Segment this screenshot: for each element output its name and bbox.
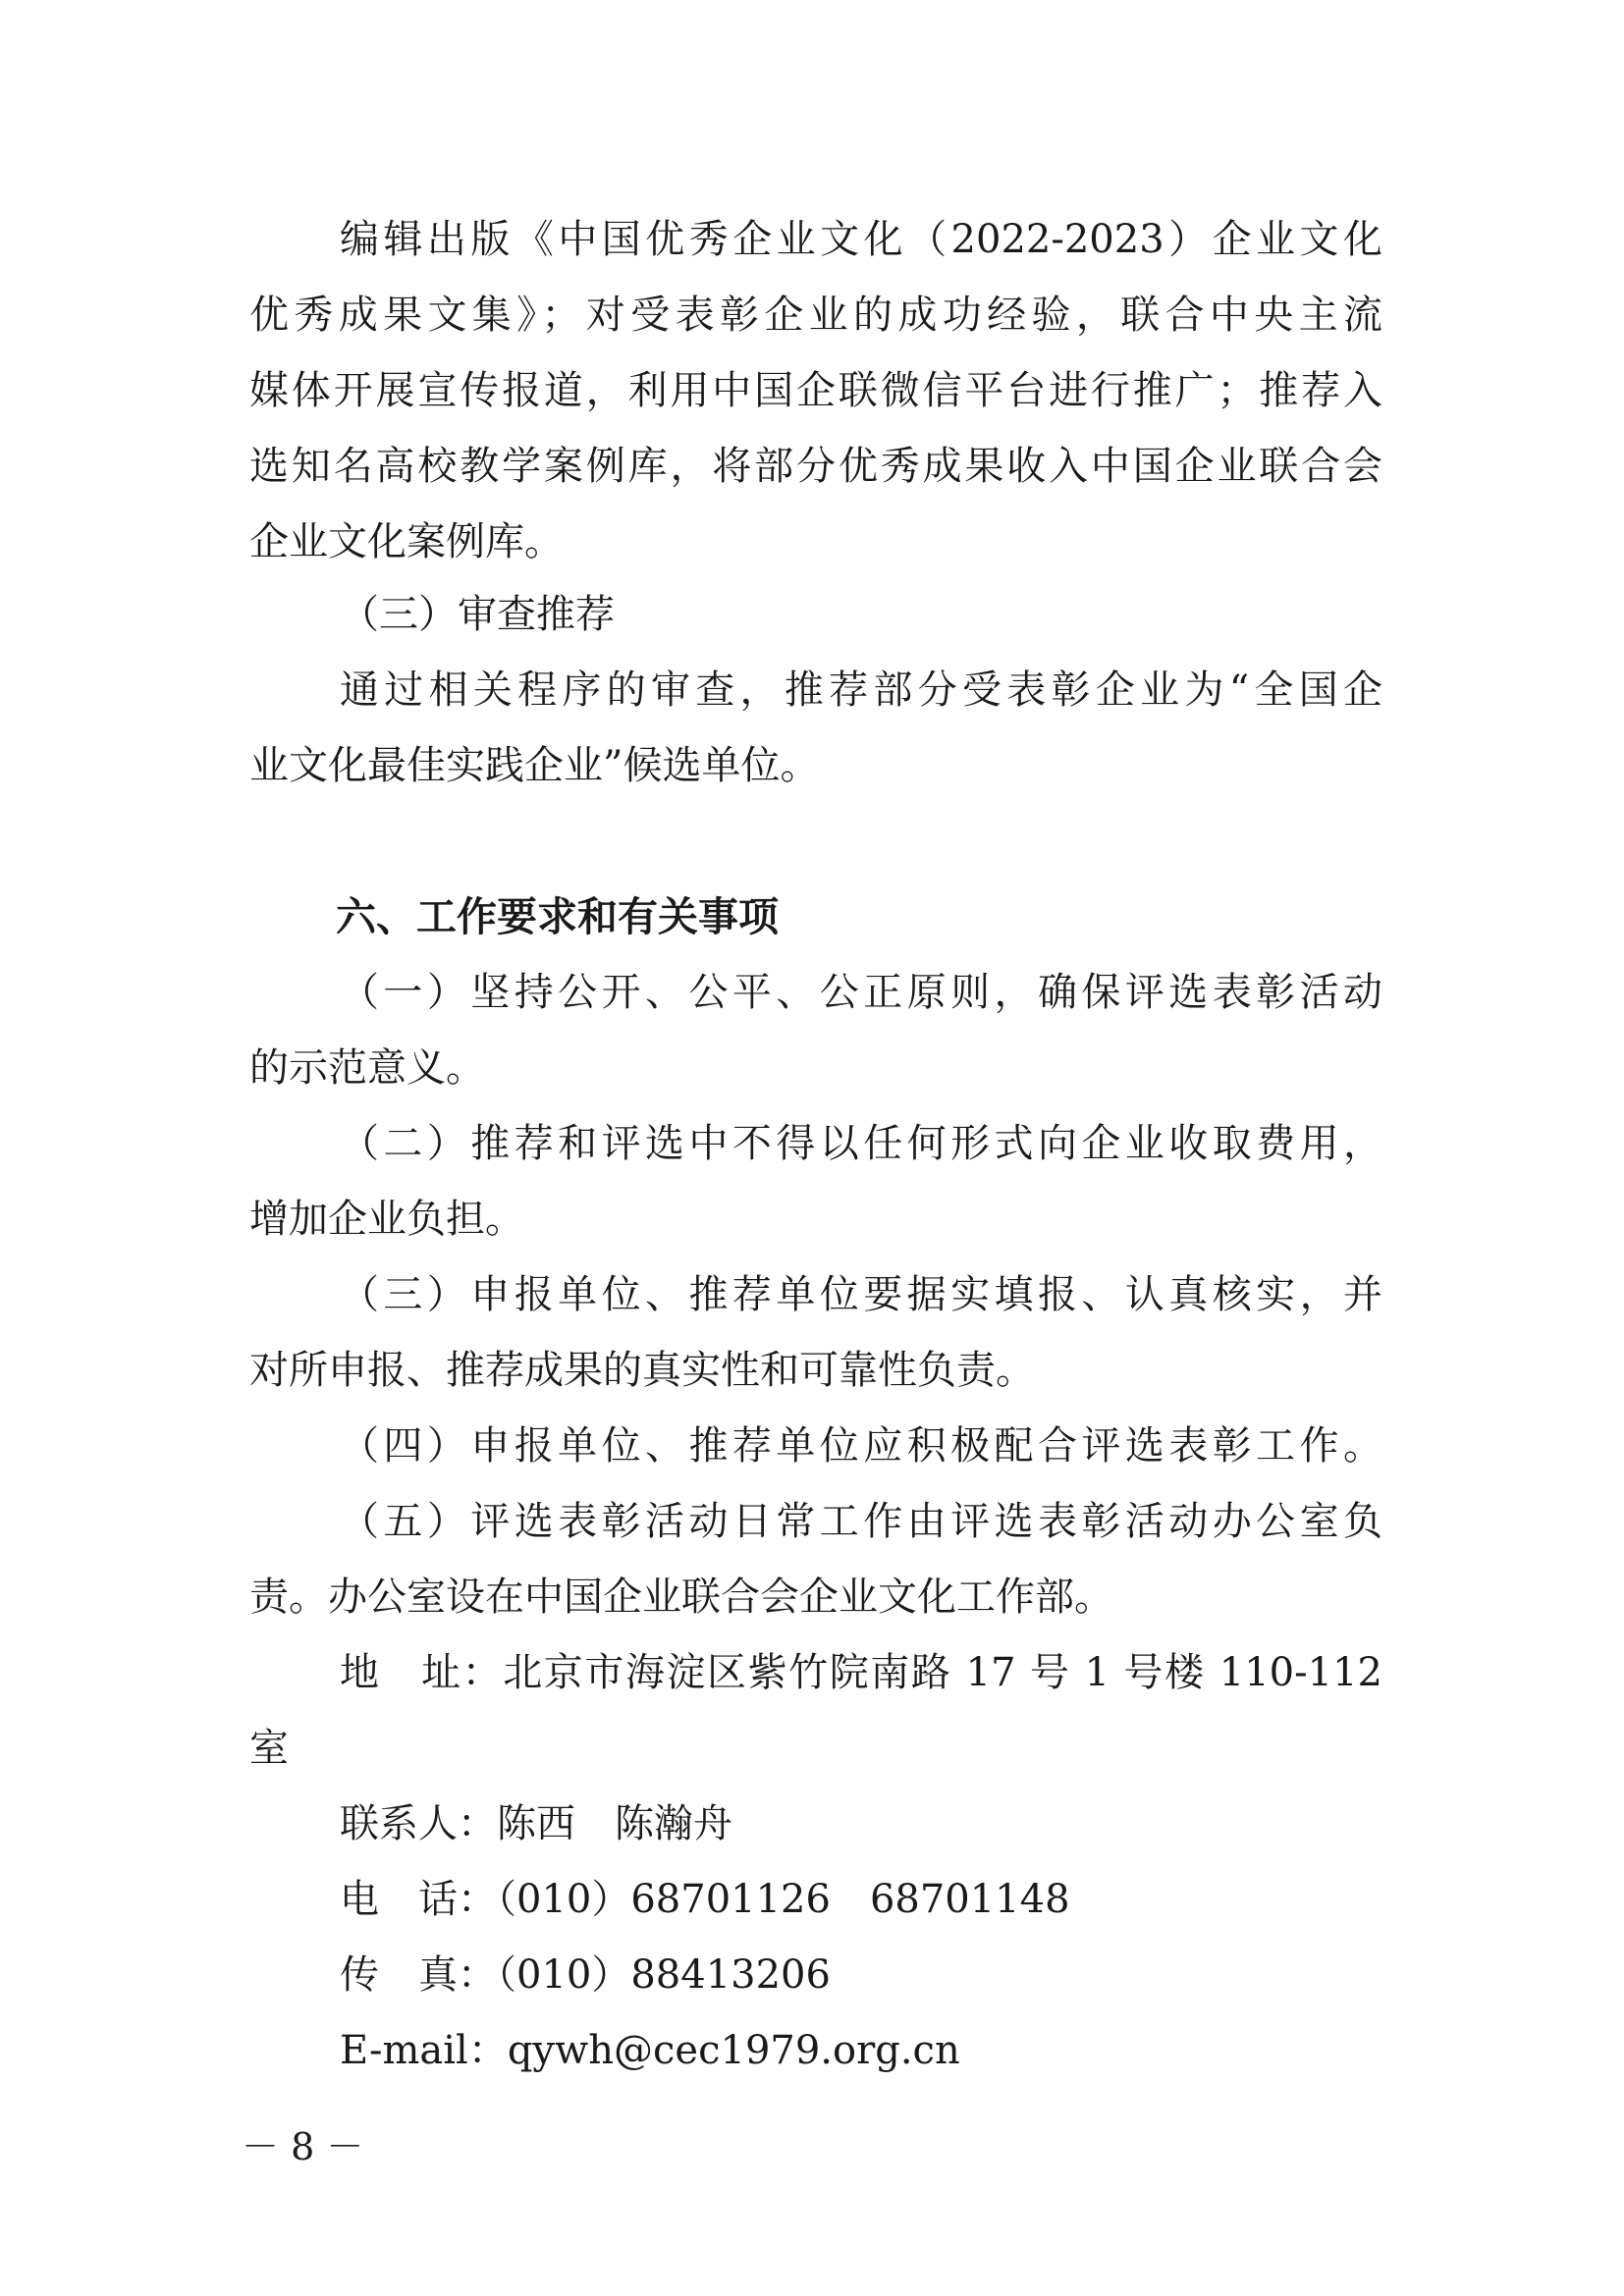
publish-line-3: 媒体开展宣传报道，利用中国企联微信平台进行推广；推荐入 (249, 368, 1382, 413)
req3-line-2: 对所申报、推荐成果的真实性和可靠性负责。 (249, 1348, 1035, 1393)
req2-line-2: 增加企业负担。 (249, 1197, 524, 1242)
address-line-1: 地 址：北京市海淀区紫竹院南路 17 号 1 号楼 110-112 (340, 1650, 1382, 1695)
contact-person: 联系人：陈西 陈瀚舟 (340, 1801, 732, 1846)
publish-line-4: 选知名高校教学案例库，将部分优秀成果收入中国企业联合会 (249, 444, 1382, 489)
publish-line-5: 企业文化案例库。 (249, 519, 564, 564)
publish-line-1: 编辑出版《中国优秀企业文化（2022-2023）企业文化 (340, 217, 1382, 262)
req1-line-2: 的示范意义。 (249, 1045, 485, 1091)
req5-line-2: 责。办公室设在中国企业联合会企业文化工作部。 (249, 1575, 1113, 1620)
section-heading: 六、工作要求和有关事项 (336, 893, 779, 940)
req2-line-1: （二）推荐和评选中不得以任何形式向企业收取费用， (340, 1121, 1382, 1166)
req1-line-1: （一）坚持公开、公平、公正原则，确保评选表彰活动 (340, 970, 1382, 1015)
fax-number: 传 真：（010）88413206 (340, 1952, 831, 1998)
address-line-2: 室 (249, 1726, 289, 1771)
page-number: － 8 － (242, 2125, 364, 2168)
subsection-title-review: （三）审查推荐 (340, 592, 615, 637)
req5-line-1: （五）评选表彰活动日常工作由评选表彰活动办公室负 (340, 1499, 1382, 1544)
review-line-2: 业文化最佳实践企业”候选单位。 (249, 743, 820, 788)
phone-number: 电 话：（010）68701126 68701148 (340, 1877, 1070, 1922)
req4-line-1: （四）申报单位、推荐单位应积极配合评选表彰工作。 (340, 1423, 1382, 1468)
email-address: E-mail：qywh@cec1979.org.cn (340, 2028, 960, 2073)
publish-line-2: 优秀成果文集》；对受表彰企业的成功经验，联合中央主流 (249, 293, 1382, 338)
req3-line-1: （三）申报单位、推荐单位要据实填报、认真核实，并 (340, 1272, 1382, 1317)
review-line-1: 通过相关程序的审查，推荐部分受表彰企业为“全国企 (340, 667, 1382, 713)
